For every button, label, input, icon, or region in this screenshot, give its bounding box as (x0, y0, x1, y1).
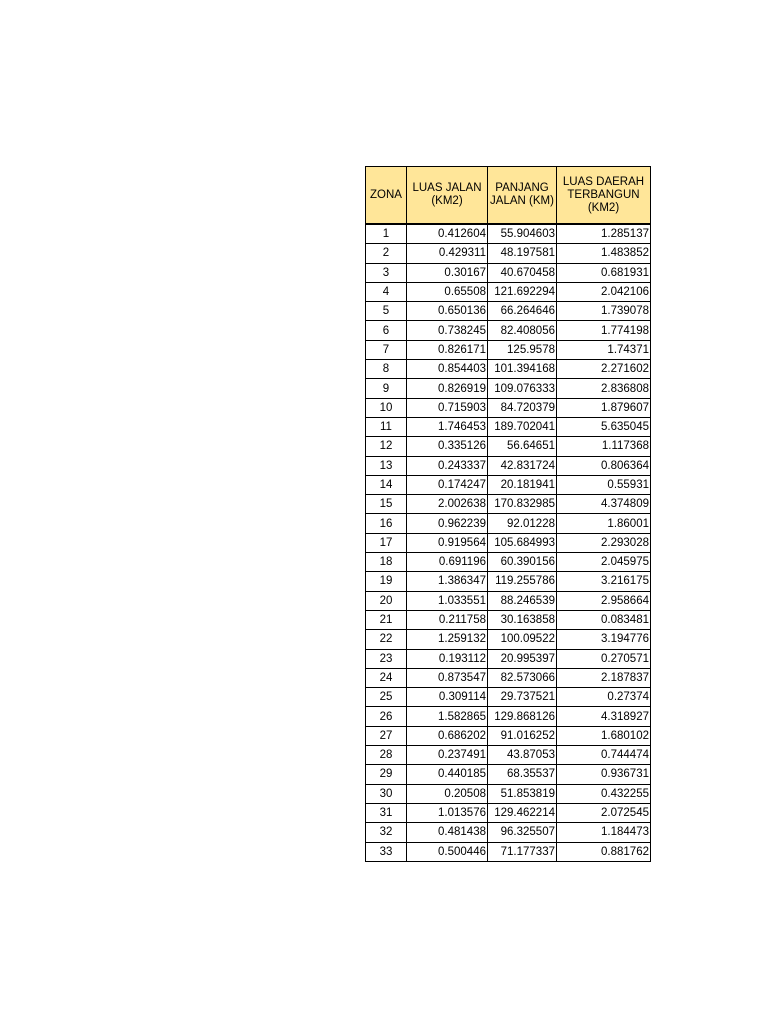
luas-daerah-cell: 0.432255 (557, 784, 651, 803)
luas-daerah-cell: 3.216175 (557, 572, 651, 591)
zone-cell: 5 (366, 302, 407, 321)
table-row (366, 360, 651, 379)
panjang-jalan-cell: 20.995397 (488, 649, 557, 668)
luas-daerah-cell: 3.194776 (557, 630, 651, 649)
panjang-jalan-cell: 71.177337 (488, 842, 557, 861)
luas-daerah-cell: 2.072545 (557, 803, 651, 822)
panjang-jalan-cell: 30.163858 (488, 610, 557, 629)
panjang-jalan-cell: 96.325507 (488, 823, 557, 842)
table-row (366, 398, 651, 417)
zone-cell: 31 (366, 803, 407, 822)
luas-jalan-cell: 0.738245 (407, 321, 488, 340)
luas-daerah-cell: 1.739078 (557, 302, 651, 321)
zone-cell: 33 (366, 842, 407, 861)
table-row (366, 572, 651, 591)
panjang-jalan-cell: 91.016252 (488, 726, 557, 745)
table-row (366, 803, 651, 822)
panjang-jalan-cell: 68.35537 (488, 765, 557, 784)
panjang-jalan-cell: 82.408056 (488, 321, 557, 340)
zone-cell: 21 (366, 610, 407, 629)
table-row (366, 765, 651, 784)
luas-jalan-cell: 0.243337 (407, 456, 488, 475)
zone-cell: 3 (366, 263, 407, 282)
zone-cell: 30 (366, 784, 407, 803)
luas-daerah-cell: 0.936731 (557, 765, 651, 784)
panjang-jalan-cell: 48.197581 (488, 244, 557, 263)
header-panjang-jalan: PANJANG JALAN (KM) (488, 167, 557, 225)
luas-daerah-cell: 0.681931 (557, 263, 651, 282)
panjang-jalan-cell: 55.904603 (488, 224, 557, 244)
luas-jalan-cell: 0.854403 (407, 360, 488, 379)
luas-jalan-cell: 0.237491 (407, 746, 488, 765)
luas-jalan-cell: 0.211758 (407, 610, 488, 629)
luas-daerah-cell: 1.184473 (557, 823, 651, 842)
table-row (366, 456, 651, 475)
table-row (366, 823, 651, 842)
table-row (366, 649, 651, 668)
luas-daerah-cell: 0.744474 (557, 746, 651, 765)
panjang-jalan-cell: 125.9578 (488, 340, 557, 359)
luas-daerah-cell: 0.881762 (557, 842, 651, 861)
zone-cell: 28 (366, 746, 407, 765)
luas-jalan-cell: 1.033551 (407, 591, 488, 610)
table-row (366, 726, 651, 745)
luas-daerah-cell: 2.836808 (557, 379, 651, 398)
luas-jalan-cell: 0.174247 (407, 475, 488, 494)
luas-jalan-cell: 0.962239 (407, 514, 488, 533)
luas-jalan-cell: 0.826919 (407, 379, 488, 398)
table-row (366, 224, 651, 244)
luas-jalan-cell: 1.582865 (407, 707, 488, 726)
luas-daerah-cell: 1.117368 (557, 437, 651, 456)
zone-cell: 18 (366, 553, 407, 572)
panjang-jalan-cell: 20.181941 (488, 475, 557, 494)
panjang-jalan-cell: 42.831724 (488, 456, 557, 475)
table-row (366, 784, 651, 803)
header-zona: ZONA (366, 167, 407, 225)
luas-daerah-cell: 2.042106 (557, 282, 651, 301)
table-row (366, 495, 651, 514)
luas-daerah-cell: 1.879607 (557, 398, 651, 417)
zone-cell: 24 (366, 668, 407, 687)
luas-daerah-cell: 1.74371 (557, 340, 651, 359)
panjang-jalan-cell: 119.255786 (488, 572, 557, 591)
table-row (366, 379, 651, 398)
zone-cell: 27 (366, 726, 407, 745)
zone-cell: 16 (366, 514, 407, 533)
zone-cell: 12 (366, 437, 407, 456)
table-row (366, 437, 651, 456)
luas-jalan-cell: 1.013576 (407, 803, 488, 822)
luas-jalan-cell: 1.259132 (407, 630, 488, 649)
luas-jalan-cell: 1.746453 (407, 417, 488, 436)
zone-cell: 29 (366, 765, 407, 784)
table-row (366, 302, 651, 321)
panjang-jalan-cell: 60.390156 (488, 553, 557, 572)
panjang-jalan-cell: 40.670458 (488, 263, 557, 282)
table-row (366, 514, 651, 533)
zone-cell: 23 (366, 649, 407, 668)
luas-daerah-cell: 1.774198 (557, 321, 651, 340)
luas-daerah-cell: 0.270571 (557, 649, 651, 668)
zone-cell: 7 (366, 340, 407, 359)
luas-jalan-cell: 0.650136 (407, 302, 488, 321)
zone-cell: 26 (366, 707, 407, 726)
zone-cell: 10 (366, 398, 407, 417)
zone-cell: 17 (366, 533, 407, 552)
zone-cell: 11 (366, 417, 407, 436)
luas-daerah-cell: 2.187837 (557, 668, 651, 687)
luas-daerah-cell: 2.045975 (557, 553, 651, 572)
luas-daerah-cell: 2.293028 (557, 533, 651, 552)
luas-jalan-cell: 0.691196 (407, 553, 488, 572)
luas-jalan-cell: 0.30167 (407, 263, 488, 282)
zone-cell: 2 (366, 244, 407, 263)
luas-daerah-cell: 4.374809 (557, 495, 651, 514)
luas-jalan-cell: 0.500446 (407, 842, 488, 861)
table-row (366, 610, 651, 629)
table-row (366, 630, 651, 649)
header-row (366, 167, 651, 225)
panjang-jalan-cell: 129.462214 (488, 803, 557, 822)
zone-cell: 15 (366, 495, 407, 514)
luas-daerah-cell: 0.55931 (557, 475, 651, 494)
luas-daerah-cell: 0.806364 (557, 456, 651, 475)
luas-jalan-cell: 0.20508 (407, 784, 488, 803)
panjang-jalan-cell: 56.64651 (488, 437, 557, 456)
luas-jalan-cell: 0.826171 (407, 340, 488, 359)
luas-daerah-cell: 0.083481 (557, 610, 651, 629)
panjang-jalan-cell: 170.832985 (488, 495, 557, 514)
luas-jalan-cell: 0.686202 (407, 726, 488, 745)
panjang-jalan-cell: 43.87053 (488, 746, 557, 765)
table-row (366, 746, 651, 765)
zone-cell: 13 (366, 456, 407, 475)
zone-cell: 9 (366, 379, 407, 398)
panjang-jalan-cell: 129.868126 (488, 707, 557, 726)
luas-daerah-cell: 1.285137 (557, 224, 651, 244)
zone-cell: 1 (366, 224, 407, 244)
panjang-jalan-cell: 66.264646 (488, 302, 557, 321)
luas-jalan-cell: 0.309114 (407, 688, 488, 707)
table-row (366, 417, 651, 436)
header-luas-jalan: LUAS JALAN (KM2) (407, 167, 488, 225)
table-row (366, 321, 651, 340)
luas-daerah-cell: 0.27374 (557, 688, 651, 707)
panjang-jalan-cell: 92.01228 (488, 514, 557, 533)
panjang-jalan-cell: 121.692294 (488, 282, 557, 301)
luas-jalan-cell: 0.412604 (407, 224, 488, 244)
table-row (366, 591, 651, 610)
zone-cell: 32 (366, 823, 407, 842)
table-row (366, 263, 651, 282)
panjang-jalan-cell: 189.702041 (488, 417, 557, 436)
table-row (366, 282, 651, 301)
table-row (366, 533, 651, 552)
luas-jalan-cell: 0.193112 (407, 649, 488, 668)
panjang-jalan-cell: 29.737521 (488, 688, 557, 707)
luas-daerah-cell: 1.483852 (557, 244, 651, 263)
table-row (366, 475, 651, 494)
table-row (366, 668, 651, 687)
luas-daerah-cell: 2.958664 (557, 591, 651, 610)
zone-cell: 25 (366, 688, 407, 707)
panjang-jalan-cell: 51.853819 (488, 784, 557, 803)
zone-cell: 8 (366, 360, 407, 379)
header-luas-daerah-terbangun: LUAS DAERAH TERBANGUN (KM2) (557, 167, 651, 225)
panjang-jalan-cell: 88.246539 (488, 591, 557, 610)
panjang-jalan-cell: 109.076333 (488, 379, 557, 398)
luas-jalan-cell: 0.919564 (407, 533, 488, 552)
table-row (366, 688, 651, 707)
luas-daerah-cell: 2.271602 (557, 360, 651, 379)
luas-daerah-cell: 4.318927 (557, 707, 651, 726)
luas-daerah-cell: 1.86001 (557, 514, 651, 533)
panjang-jalan-cell: 100.09522 (488, 630, 557, 649)
luas-daerah-cell: 1.680102 (557, 726, 651, 745)
luas-jalan-cell: 2.002638 (407, 495, 488, 514)
luas-daerah-cell: 5.635045 (557, 417, 651, 436)
zone-cell: 19 (366, 572, 407, 591)
zone-cell: 20 (366, 591, 407, 610)
panjang-jalan-cell: 101.394168 (488, 360, 557, 379)
table-row (366, 707, 651, 726)
luas-jalan-cell: 0.429311 (407, 244, 488, 263)
luas-jalan-cell: 0.873547 (407, 668, 488, 687)
luas-jalan-cell: 1.386347 (407, 572, 488, 591)
table-row (366, 553, 651, 572)
zone-data-table (365, 166, 651, 862)
luas-jalan-cell: 0.335126 (407, 437, 488, 456)
table-body (366, 224, 651, 861)
panjang-jalan-cell: 105.684993 (488, 533, 557, 552)
zone-cell: 6 (366, 321, 407, 340)
table-row (366, 340, 651, 359)
zone-cell: 22 (366, 630, 407, 649)
table-row (366, 244, 651, 263)
luas-jalan-cell: 0.440185 (407, 765, 488, 784)
luas-jalan-cell: 0.481438 (407, 823, 488, 842)
panjang-jalan-cell: 82.573066 (488, 668, 557, 687)
luas-jalan-cell: 0.715903 (407, 398, 488, 417)
table-row (366, 842, 651, 861)
zone-cell: 14 (366, 475, 407, 494)
panjang-jalan-cell: 84.720379 (488, 398, 557, 417)
zone-cell: 4 (366, 282, 407, 301)
luas-jalan-cell: 0.65508 (407, 282, 488, 301)
